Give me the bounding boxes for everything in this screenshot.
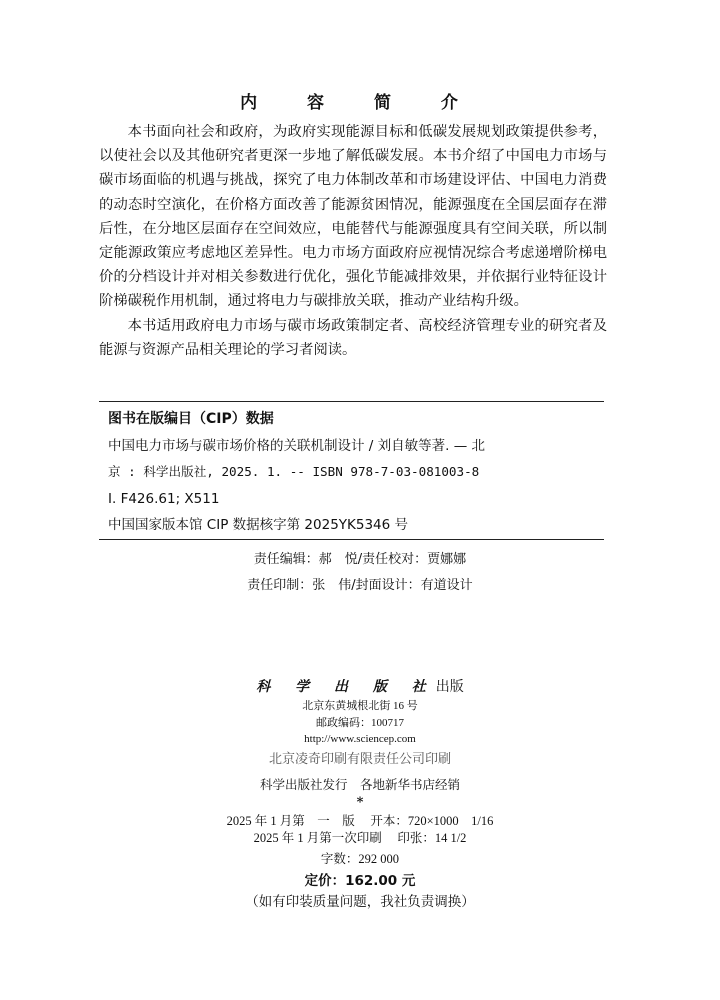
cip-bottom-rule <box>99 539 604 540</box>
cip-title: 图书在版编目（CIP）数据 <box>108 411 274 427</box>
printing-line: 2025 年 1 月第一次印刷 印张：14 1/2 <box>253 831 467 845</box>
cip-top-rule <box>99 401 604 402</box>
publisher-info <box>0 698 720 748</box>
quality-notice: （如有印装质量问题，我社负责调换） <box>245 894 475 910</box>
word-count: 字数：292 000 <box>320 852 400 866</box>
credits-block <box>0 547 720 599</box>
credits-editors: 责任编辑：郝 悦/责任校对：贾娜娜 <box>253 552 467 567</box>
cip-line: 京 : 科学出版社, 2025. 1. -- ISBN 978-7-03-081003-8 <box>108 464 480 479</box>
publisher-line <box>0 676 720 696</box>
distribution-line: 科学出版社发行 各地新华书店经销 <box>259 777 460 792</box>
publisher-url: http://www.sciencep.com <box>304 733 416 745</box>
summary-title: 内 容 简 介 <box>240 93 480 113</box>
summary-paragraph: 本书适用政府电力市场与碳市场政策制定者、高校经济管理专业的研究者及能源与资源产品相关理论的学习者阅读。 <box>99 317 607 358</box>
cip-line: 中国电力市场与碳市场价格的关联机制设计 / 刘自敏等著. — 北 <box>108 437 486 454</box>
credits-print: 责任印制：张 伟/封面设计：有道设计 <box>247 578 473 593</box>
publisher-address: 北京东黄城根北街 16 号 <box>302 700 418 712</box>
publisher-postcode: 邮政编码：100717 <box>316 716 404 729</box>
edition-block <box>0 813 720 847</box>
publisher-suffix: 出版 <box>435 679 464 695</box>
cip-block <box>108 406 603 539</box>
separator-star: * <box>356 795 364 810</box>
cip-line: Ⅰ. F426.61; X511 <box>108 490 220 507</box>
printer-line: 北京凌奇印刷有限责任公司印刷 <box>268 752 451 767</box>
price: 定价：162.00 元 <box>304 873 416 889</box>
summary-body <box>99 120 607 362</box>
publisher-name: 科 学 出 版 社 <box>256 679 436 695</box>
summary-paragraph: 本书面向社会和政府，为政府实现能源目标和低碳发展规划政策提供参考，以使社会以及其他研究者更深一步地了解低碳发展。本书介绍了中国电力市场与碳市场面临的机遇与挑战，探究了电力体制改革和市场建设评估、中国电力消费的动态时空演化，在价格方面改善了能源贫困情况，能源强度在全国层面存在滞后性，在分地区层面存在空间效应，电能替代与能源强度具有空间关联，所以制定能源政策应考虑地区差异性。电力市场方面政府应视情况综合考虑递增阶梯电价的分档设计并对相关参数进行优化，强化节能减排效果，并依据行业特征设计阶梯碳税作用机制，通过将电力与碳排放关联，推动产业结构升级。 <box>99 124 607 310</box>
cip-line: 中国国家版本馆 CIP 数据核字第 2025YK5346 号 <box>108 517 409 533</box>
edition-line: 2025 年 1 月第 一 版 开本：720×1000 1/16 <box>226 814 494 828</box>
